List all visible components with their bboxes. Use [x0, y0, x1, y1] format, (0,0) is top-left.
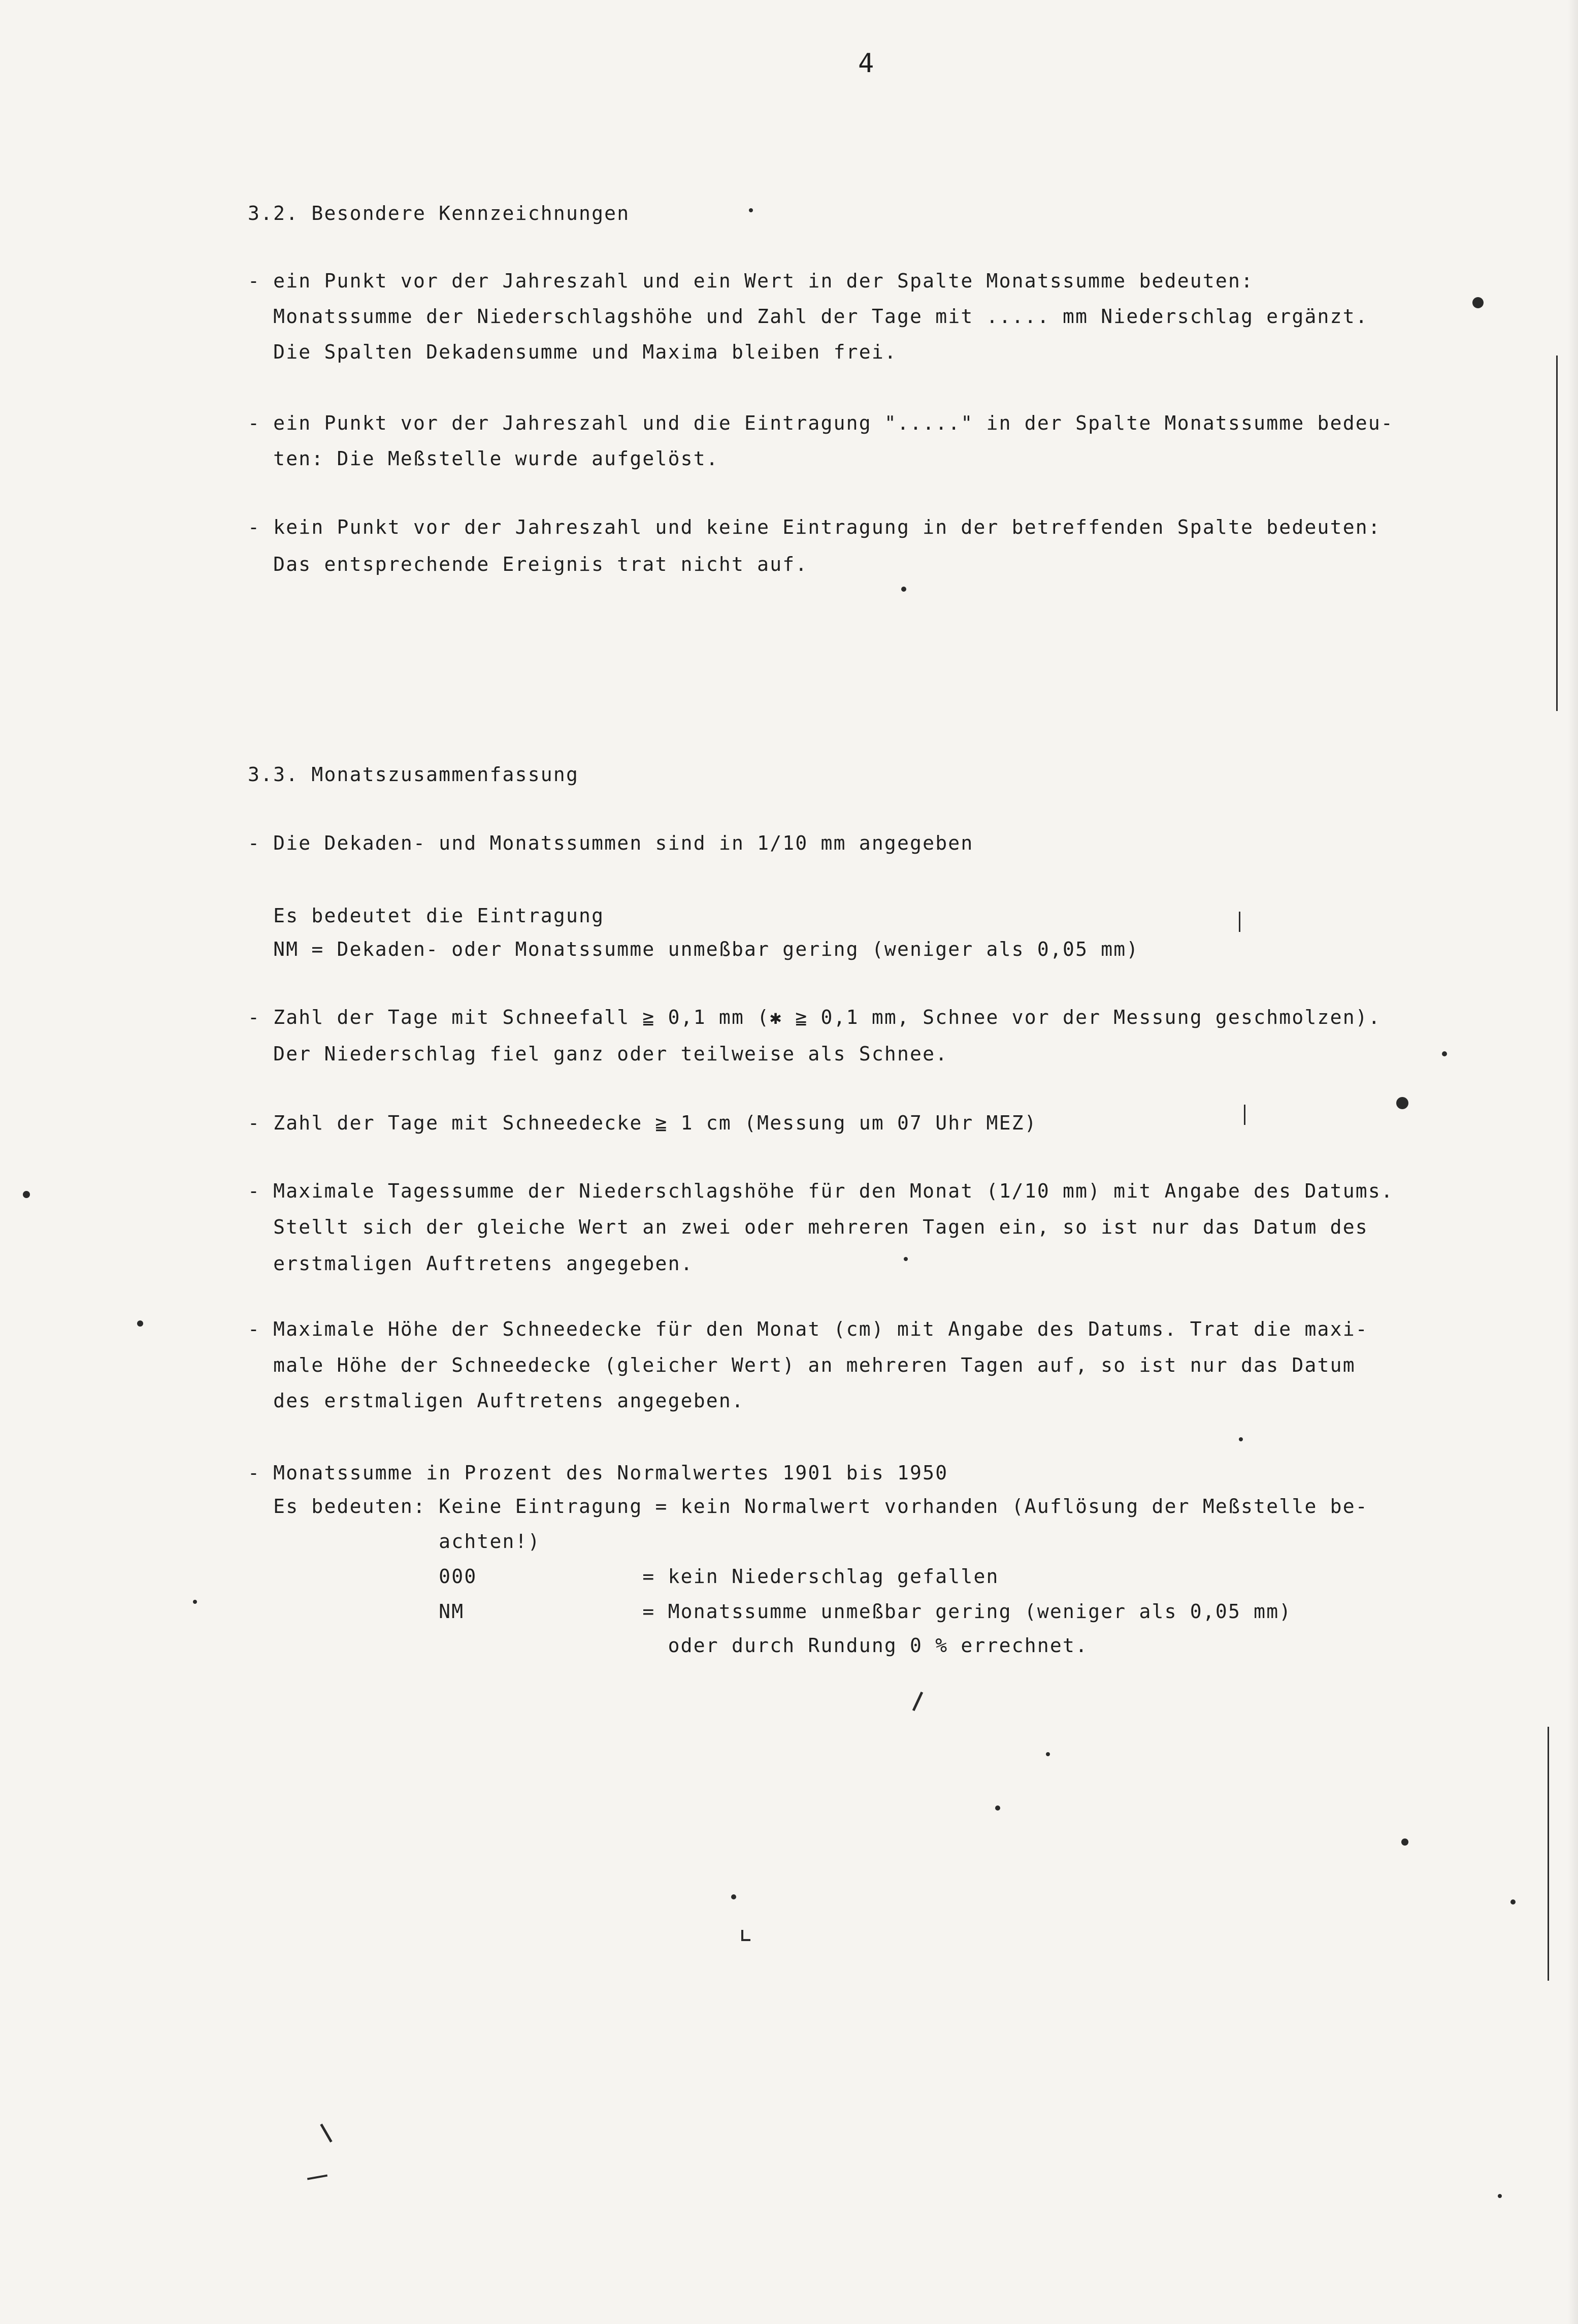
scan-speck — [1239, 1437, 1243, 1441]
text-line: des erstmaligen Auftretens angegeben. — [248, 1390, 745, 1412]
section-heading-3-2: 3.2. Besondere Kennzeichnungen — [248, 202, 630, 224]
page-edge-shadow — [1568, 0, 1578, 2324]
scan-speck — [23, 1191, 30, 1198]
text-line: Es bedeutet die Eintragung — [248, 905, 605, 927]
text-line: NM = Dekaden- oder Monatssumme unmeßbar gering (weniger als 0,05 mm) — [248, 938, 1139, 960]
scan-speck — [137, 1320, 143, 1327]
text-line: ten: Die Meßstelle wurde aufgelöst. — [248, 447, 719, 470]
text-line: achten!) — [248, 1530, 541, 1553]
text-line: - Monatssumme in Prozent des Normalwertes 1901 bis 1950 — [248, 1462, 948, 1484]
scan-speck — [1510, 1899, 1516, 1905]
scan-speck — [995, 1805, 1000, 1811]
text-line: - ein Punkt vor der Jahreszahl und ein Wert in der Spalte Monatssumme bedeuten: — [248, 270, 1254, 292]
scan-speck — [1442, 1051, 1447, 1056]
text-line: - Zahl der Tage mit Schneefall ≧ 0,1 mm (✱ ≧ 0,1 mm, Schnee vor der Messung geschmolzen). — [248, 1006, 1381, 1028]
scan-mark — [320, 2123, 332, 2142]
text-line: Stellt sich der gleiche Wert an zwei oder mehreren Tagen ein, so ist nur das Datum des — [248, 1216, 1368, 1238]
page-number: 4 — [858, 48, 875, 79]
scan-mark — [307, 2175, 327, 2180]
scan-speck — [901, 587, 906, 592]
text-line: Der Niederschlag fiel ganz oder teilweise als Schnee. — [248, 1043, 948, 1065]
scan-mark — [1556, 356, 1558, 711]
scan-mark — [741, 1930, 743, 1940]
scan-speck — [904, 1257, 908, 1261]
text-line: - ein Punkt vor der Jahreszahl und die Eintragung "....." in der Spalte Monatssumme bedeu- — [248, 412, 1394, 434]
text-line: - Zahl der Tage mit Schneedecke ≧ 1 cm (Messung um 07 Uhr MEZ) — [248, 1112, 1037, 1134]
scan-speck — [1401, 1838, 1408, 1846]
text-line: male Höhe der Schneedecke (gleicher Wert) an mehreren Tagen auf, so ist nur das Datum — [248, 1354, 1356, 1376]
scan-speck — [1396, 1097, 1408, 1109]
scan-mark — [741, 1939, 750, 1941]
scan-speck — [1472, 297, 1484, 308]
scan-speck — [749, 208, 753, 212]
text-line: Die Spalten Dekadensumme und Maxima bleiben frei. — [248, 341, 897, 363]
text-line: Monatssumme der Niederschlagshöhe und Zahl der Tage mit ..... mm Niederschlag ergänzt. — [248, 305, 1368, 328]
scan-speck — [1046, 1752, 1050, 1756]
scan-mark — [1548, 1727, 1549, 1981]
text-line: Das entsprechende Ereignis trat nicht auf. — [248, 553, 808, 575]
text-line: 000 = kein Niederschlag gefallen — [248, 1565, 999, 1588]
text-line: NM = Monatssumme unmeßbar gering (weniger als 0,05 mm) — [248, 1600, 1292, 1623]
text-line: - Die Dekaden- und Monatssummen sind in 1/10 mm angegeben — [248, 832, 974, 854]
text-line: Es bedeuten: Keine Eintragung = kein Normalwert vorhanden (Auflösung der Meßstelle be- — [248, 1495, 1368, 1518]
section-heading-3-3: 3.3. Monatszusammenfassung — [248, 763, 579, 786]
text-line: oder durch Rundung 0 % errechnet. — [248, 1634, 1089, 1657]
text-line: - Maximale Tagessumme der Niederschlagshöhe für den Monat (1/10 mm) mit Angabe des Datums. — [248, 1180, 1394, 1202]
scan-mark — [1244, 1105, 1245, 1125]
text-line: - kein Punkt vor der Jahreszahl und keine Eintragung in der betreffenden Spalte bedeuten: — [248, 516, 1381, 538]
scan-mark — [1239, 912, 1240, 932]
scan-speck — [1498, 2194, 1502, 2198]
text-line: - Maximale Höhe der Schneedecke für den Monat (cm) mit Angabe des Datums. Trat die maxi- — [248, 1318, 1368, 1340]
text-line: erstmaligen Auftretens angegeben. — [248, 1252, 694, 1275]
scan-mark — [912, 1692, 923, 1711]
scan-speck — [193, 1600, 197, 1604]
scan-speck — [731, 1894, 736, 1899]
